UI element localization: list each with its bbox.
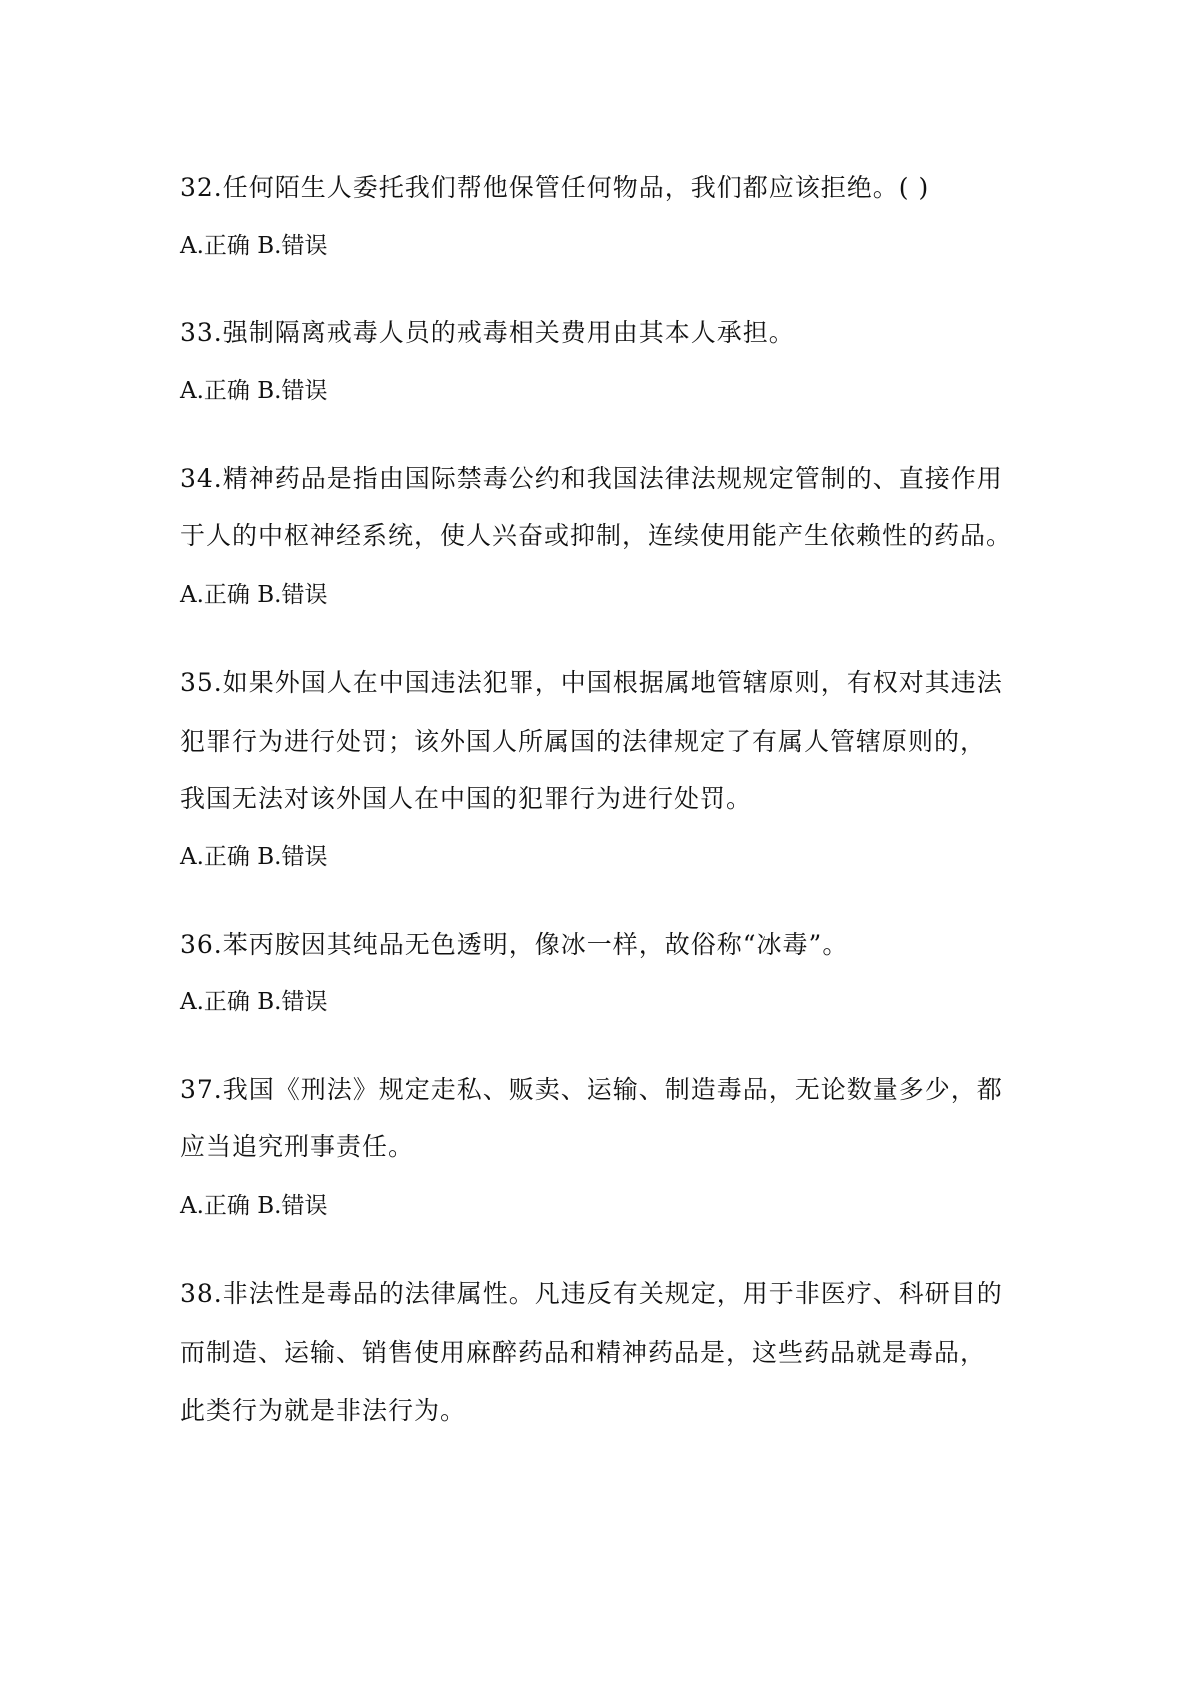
answer-options: A.正确 B.错误	[180, 233, 328, 259]
question-text-line: 我国无法对该外国人在中国的犯罪行为进行处罚。	[180, 784, 753, 813]
question-text-line: 此类行为就是非法行为。	[180, 1396, 467, 1425]
question-text-line: 32.任何陌生人委托我们帮他保管任何物品，我们都应该拒绝。( )	[180, 173, 930, 202]
question-text-line: 33.强制隔离戒毒人员的戒毒相关费用由其本人承担。	[180, 318, 795, 347]
question-text-line: 36.苯丙胺因其纯品无色透明，像冰一样，故俗称“冰毒”。	[180, 930, 849, 959]
question-text-line: 38.非法性是毒品的法律属性。凡违反有关规定，用于非医疗、科研目的	[180, 1279, 1003, 1308]
answer-options: A.正确 B.错误	[180, 582, 328, 608]
question-text-line: 应当追究刑事责任。	[180, 1132, 415, 1161]
answer-options: A.正确 B.错误	[180, 1193, 328, 1219]
question-text-line: 而制造、运输、销售使用麻醉药品和精神药品是，这些药品就是毒品，	[180, 1338, 987, 1367]
question-text-line: 犯罪行为进行处罚；该外国人所属国的法律规定了有属人管辖原则的，	[180, 727, 987, 756]
question-text-line: 于人的中枢神经系统，使人兴奋或抑制，连续使用能产生依赖性的药品。	[180, 521, 1013, 550]
question-text-line: 35.如果外国人在中国违法犯罪，中国根据属地管辖原则，有权对其违法	[180, 668, 1003, 697]
question-text-line: 34.精神药品是指由国际禁毒公约和我国法律法规规定管制的、直接作用	[180, 464, 1003, 493]
answer-options: A.正确 B.错误	[180, 844, 328, 870]
question-text-line: 37.我国《刑法》规定走私、贩卖、运输、制造毒品，无论数量多少，都	[180, 1075, 1003, 1104]
answer-options: A.正确 B.错误	[180, 378, 328, 404]
answer-options: A.正确 B.错误	[180, 989, 328, 1015]
